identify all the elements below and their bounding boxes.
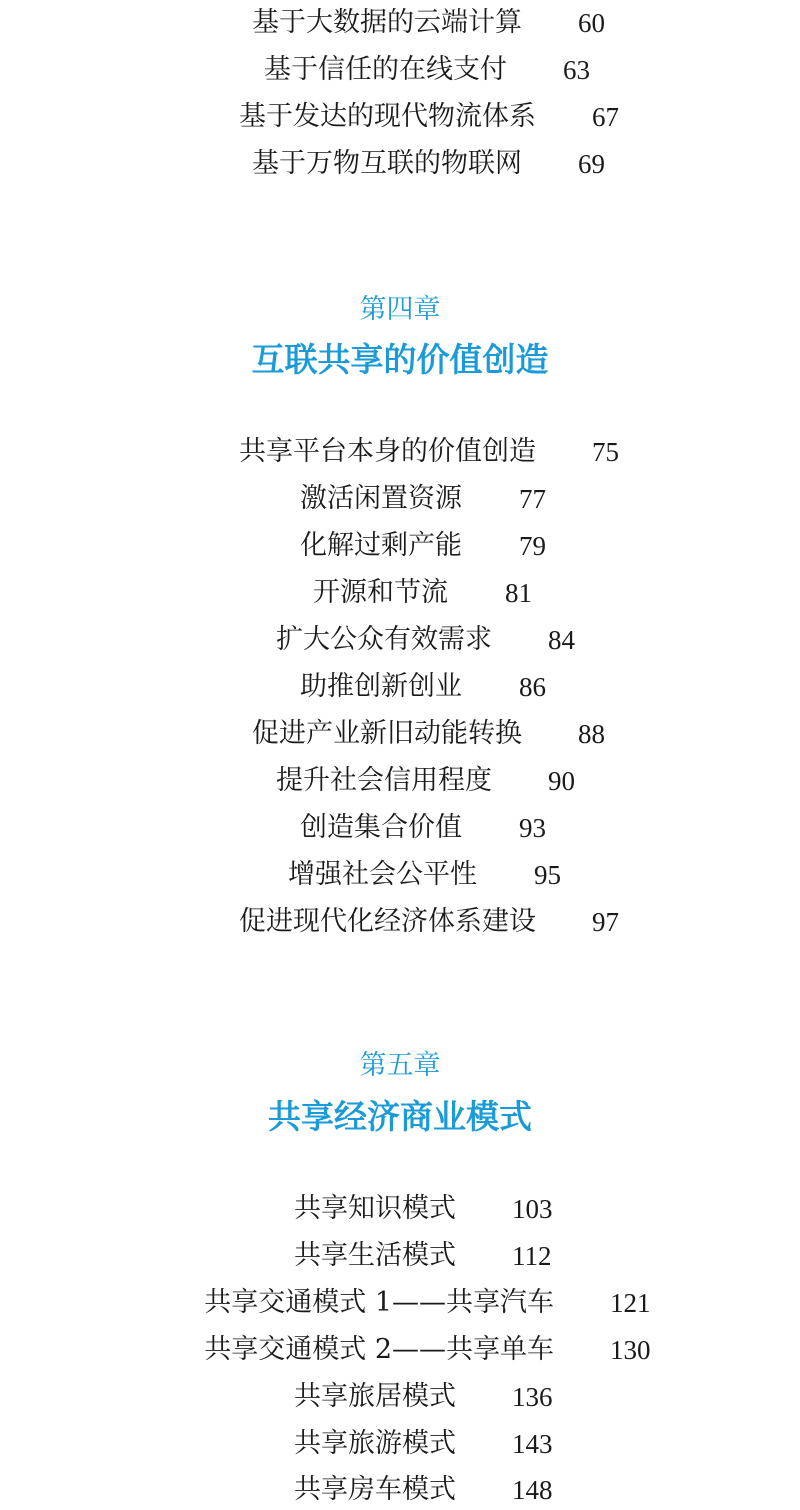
toc-entry-page: 103 bbox=[512, 1194, 553, 1224]
toc-entry-page: 93 bbox=[519, 813, 546, 843]
toc-entry[interactable] bbox=[0, 3, 800, 43]
toc-entry[interactable] bbox=[0, 761, 800, 801]
toc-entry-title: 共享交通模式 1——共享汽车 bbox=[204, 1287, 554, 1318]
toc-entry-page: 86 bbox=[519, 672, 546, 702]
toc-entry[interactable] bbox=[0, 526, 800, 566]
toc-entry-title: 助推创新创业 bbox=[300, 671, 462, 702]
toc-entry[interactable] bbox=[0, 1377, 800, 1417]
toc-entry-title: 基于发达的现代物流体系 bbox=[239, 101, 536, 132]
toc-entry[interactable] bbox=[0, 1424, 800, 1464]
toc-entry-title: 共享旅居模式 bbox=[294, 1381, 456, 1412]
toc-entry-page: 143 bbox=[512, 1429, 553, 1459]
toc-entry[interactable] bbox=[0, 1189, 800, 1229]
toc-entry-page: 84 bbox=[548, 625, 575, 655]
toc-entry[interactable] bbox=[0, 902, 800, 942]
toc-entry-page: 69 bbox=[578, 149, 605, 179]
toc-entry[interactable] bbox=[0, 1236, 800, 1276]
toc-entry-page: 148 bbox=[512, 1475, 553, 1505]
toc-entry[interactable] bbox=[0, 50, 800, 90]
toc-entry[interactable] bbox=[0, 714, 800, 754]
chapter-label: 第四章 bbox=[359, 294, 441, 325]
toc-entry[interactable] bbox=[0, 432, 800, 472]
toc-entry-title: 共享知识模式 bbox=[294, 1193, 456, 1224]
toc-entry-page: 88 bbox=[578, 719, 605, 749]
toc-entry[interactable] bbox=[0, 855, 800, 895]
toc-entry-page: 81 bbox=[505, 578, 532, 608]
toc-entry-title: 提升社会信用程度 bbox=[276, 765, 492, 796]
toc-entry-page: 97 bbox=[592, 907, 619, 937]
toc-entry-page: 60 bbox=[578, 8, 605, 38]
toc-entry-title: 共享房车模式 bbox=[294, 1474, 456, 1505]
toc-entry-title: 共享交通模式 2——共享单车 bbox=[204, 1334, 554, 1365]
toc-entry-title: 创造集合价值 bbox=[300, 812, 462, 843]
toc-entry-page: 79 bbox=[519, 531, 546, 561]
toc-entry-page: 75 bbox=[592, 437, 619, 467]
toc-entry-page: 63 bbox=[563, 55, 590, 85]
toc-entry-title: 基于信任的在线支付 bbox=[264, 54, 507, 85]
toc-entry[interactable] bbox=[0, 479, 800, 519]
toc-entry-page: 95 bbox=[534, 860, 561, 890]
toc-entry[interactable] bbox=[0, 1283, 800, 1323]
toc-entry-page: 136 bbox=[512, 1382, 553, 1412]
toc-entry-title: 化解过剩产能 bbox=[300, 530, 462, 561]
chapter-label: 第五章 bbox=[359, 1050, 441, 1081]
toc-entry[interactable] bbox=[0, 97, 800, 137]
toc-entry-title: 基于大数据的云端计算 bbox=[252, 7, 522, 38]
toc-entry-title: 共享生活模式 bbox=[294, 1240, 456, 1271]
toc-entry-page: 130 bbox=[610, 1335, 651, 1365]
toc-entry-title: 开源和节流 bbox=[313, 577, 448, 608]
toc-entry-title: 基于万物互联的物联网 bbox=[252, 148, 522, 179]
toc-entry-title: 增强社会公平性 bbox=[288, 859, 477, 890]
chapter-title: 共享经济商业模式 bbox=[268, 1097, 532, 1136]
toc-entry[interactable] bbox=[0, 667, 800, 707]
toc-entry[interactable] bbox=[0, 620, 800, 660]
chapter-title: 互联共享的价值创造 bbox=[251, 340, 549, 379]
toc-entry-page: 77 bbox=[519, 484, 546, 514]
toc-entry-title: 激活闲置资源 bbox=[300, 483, 462, 514]
toc-entry-title: 共享旅游模式 bbox=[294, 1428, 456, 1459]
toc-entry-page: 90 bbox=[548, 766, 575, 796]
toc-entry[interactable] bbox=[0, 1470, 800, 1510]
toc-entry-page: 112 bbox=[512, 1241, 552, 1271]
toc-entry-page: 121 bbox=[610, 1288, 651, 1318]
toc-entry[interactable] bbox=[0, 573, 800, 613]
toc-entry[interactable] bbox=[0, 808, 800, 848]
toc-entry-title: 促进现代化经济体系建设 bbox=[239, 906, 536, 937]
toc-entry-title: 共享平台本身的价值创造 bbox=[239, 436, 536, 467]
toc-entry-title: 促进产业新旧动能转换 bbox=[252, 718, 522, 749]
toc-entry[interactable] bbox=[0, 1330, 800, 1370]
toc-entry-page: 67 bbox=[592, 102, 619, 132]
toc-entry[interactable] bbox=[0, 144, 800, 184]
toc-entry-title: 扩大公众有效需求 bbox=[276, 624, 492, 655]
